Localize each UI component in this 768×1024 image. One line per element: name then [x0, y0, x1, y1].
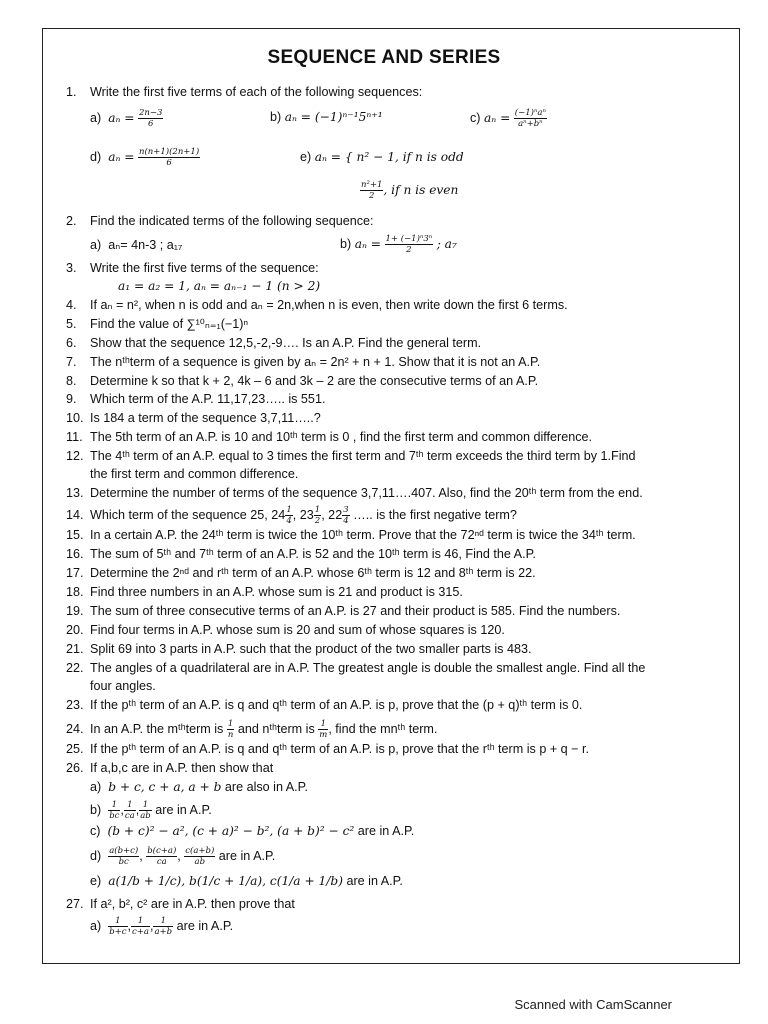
question-21: 21. Split 69 into 3 parts in A.P. such that the product of the two smaller parts is 483. — [66, 642, 532, 656]
question-1: 1. Write the first five terms of each of the following sequences: — [66, 85, 423, 99]
question-17: 17. Determine the 2ⁿᵈ and rᵗʰ term of an A.P. whose 6ᵗʰ term is 12 and 8ᵗʰ term is 22. — [66, 566, 536, 580]
fraction: $\frac{1}{a+b}$ — [154, 916, 173, 937]
question-15: 15. In a certain A.P. the 24ᵗʰ term is twice the 10ᵗʰ term. Prove that the 72ⁿᵈ term is twice the 34ᵗʰ term. — [66, 528, 636, 542]
question-2: 2. Find the indicated terms of the following sequence: — [66, 214, 374, 228]
question-20: 20. Find four terms in A.P. whose sum is 20 and sum of whose squares is 120. — [66, 623, 505, 637]
question-2a: a) aₙ= 4n-3 ; a₁₇ — [90, 238, 183, 252]
fraction: $\frac{1}{c+a}$ — [132, 916, 149, 937]
fraction: $\frac{1}{m}$ — [319, 719, 328, 740]
fraction: $\frac{\text{n²+1}}{2}$ — [361, 180, 383, 201]
fraction: $\frac{1}{ca}$ — [124, 800, 135, 821]
fraction: $\frac{1}{n}$ — [227, 719, 234, 740]
question-26c: c) (b + c)² − a², (c + a)² − b², (a + b)² − c² are in A.P. — [90, 824, 415, 838]
question-3: 3. Write the first five terms of the sequence: — [66, 261, 319, 275]
question-9: 9. Which term of the A.P. 11,17,23….. is 551. — [66, 392, 326, 406]
question-22: 22. The angles of a quadrilateral are in A.P. The greatest angle is double the smallest angle. Find all the — [66, 661, 646, 675]
question-26d: d) $\frac{a(b+c)}{bc}$ , $\frac{b(c+a)}{ca}$ , $\frac{c(a+b)}{ab}$ are in A.P. — [90, 846, 276, 867]
question-2b: b) aₙ = $\frac{\text{1+ (−1)ⁿ3ⁿ}}{2}$ ; a₇ — [340, 234, 457, 255]
question-12-cont: the first term and common difference. — [90, 467, 299, 481]
question-1e-case2: $\frac{\text{n²+1}}{2}$ , if n is even — [361, 180, 459, 201]
fraction: $\frac{1}{4}$ — [286, 505, 292, 526]
fraction: $\frac{1}{ab}$ — [140, 800, 151, 821]
question-4: 4. If aₙ = n², when n is odd and aₙ = 2n,when n is even, then write down the first 6 terms. — [66, 298, 568, 312]
question-26b: b) $\frac{1}{bc}$ , $\frac{1}{ca}$ , $\frac{1}{ab}$ are in A.P. — [90, 800, 212, 821]
question-22-cont: four angles. — [90, 679, 156, 693]
question-6: 6. Show that the sequence 12,5,-2,-9…. Is an A.P. Find the general term. — [66, 336, 482, 350]
question-11: 11. The 5th term of an A.P. is 10 and 10ᵗʰ term is 0 , find the first term and common difference. — [66, 430, 593, 444]
fraction: $\frac{1}{2}$ — [314, 505, 321, 526]
question-26a: a) b + c, c + a, a + b are also in A.P. — [90, 780, 308, 794]
question-12: 12. The 4ᵗʰ term of an A.P. equal to 3 times the first term and 7ᵗʰ term exceeds the third term by 1.Find — [66, 449, 636, 463]
question-1d: d) aₙ = $\frac{n(n+1)(2n+1)}{6}$ — [90, 147, 200, 168]
question-8: 8. Determine k so that k + 2, 4k – 6 and 3k – 2 are the consecutive terms of an A.P. — [66, 374, 539, 388]
question-27a: a) $\frac{1}{b+c}$ , $\frac{1}{c+a}$ , $\frac{1}{a+b}$ are in A.P. — [90, 916, 234, 937]
fraction: $\frac{3}{4}$ — [343, 505, 349, 526]
question-3-recurrence: a₁ = a₂ = 1, aₙ = aₙ₋₁ − 1 (n > 2) — [118, 279, 321, 293]
question-23: 23. If the pᵗʰ term of an A.P. is q and qᵗʰ term of an A.P. is p, prove that the (p + q)ᵗʰ term is 0. — [66, 698, 583, 712]
question-7: 7. The nᵗʰterm of a sequence is given by aₙ = 2n² + n + 1. Show that it is not an A.P. — [66, 355, 541, 369]
fraction: $\frac{1}{b+c}$ — [109, 916, 127, 937]
fraction: $\frac{\text{1+ (−1)ⁿ3ⁿ}}{2}$ — [385, 234, 433, 255]
question-25: 25. If the pᵗʰ term of an A.P. is q and qᵗʰ term of an A.P. is p, prove that the rᵗʰ term is p + q − r. — [66, 742, 590, 756]
question-16: 16. The sum of 5ᵗʰ and 7ᵗʰ term of an A.P. is 52 and the 10ᵗʰ term is 46, Find the A.P. — [66, 547, 536, 561]
question-26: 26. If a,b,c are in A.P. then show that — [66, 761, 274, 775]
fraction: $\frac{\text{(−1)ⁿaⁿ}}{\text{aⁿ+bⁿ}}$ — [514, 108, 546, 129]
question-14: 14. Which term of the sequence 25, 24 $\frac{1}{4}$ , 23 $\frac{1}{2}$ , 22 $\frac{3}{4}$ ….. is the first negative term? — [66, 505, 517, 526]
fraction: $\frac{n(n+1)(2n+1)}{6}$ — [139, 147, 200, 168]
scanner-watermark: Scanned with CamScanner — [514, 997, 672, 1012]
question-27: 27. If a², b², c² are in A.P. then prove that — [66, 897, 295, 911]
fraction: $\frac{c(a+b)}{ab}$ — [185, 846, 215, 867]
page-title: SEQUENCE AND SERIES — [267, 47, 501, 68]
question-26e: e) a(1/b + 1/c), b(1/c + 1/a), c(1/a + 1/b) are in A.P. — [90, 874, 403, 888]
question-24: 24. In an A.P. the mᵗʰterm is $\frac{1}{n}$ and nᵗʰterm is $\frac{1}{m}$ , find the mnᵗʰ term. — [66, 719, 438, 740]
fraction: $\frac{2n-3}{6}$ — [139, 108, 163, 129]
question-1b: b) aₙ = (−1)ⁿ⁻¹5ⁿ⁺¹ — [270, 110, 383, 124]
fraction: $\frac{1}{bc}$ — [109, 800, 120, 821]
question-10: 10. Is 184 a term of the sequence 3,7,11…..? — [66, 411, 321, 425]
question-5: 5. Find the value of ∑¹⁰ₙ₌₁(−1)ⁿ — [66, 317, 249, 331]
fraction: $\frac{a(b+c)}{bc}$ — [109, 846, 139, 867]
question-13: 13. Determine the number of terms of the sequence 3,7,11….407. Also, find the 20ᵗʰ term from the end. — [66, 486, 643, 500]
question-1e: e) aₙ = { n² − 1, if n is odd — [300, 150, 464, 164]
question-1c: c) aₙ = $\frac{\text{(−1)ⁿaⁿ}}{\text{aⁿ+bⁿ}}$ — [470, 108, 546, 129]
question-1a: a) aₙ = $\frac{2n-3}{6}$ — [90, 108, 163, 129]
question-18: 18. Find three numbers in an A.P. whose sum is 21 and product is 315. — [66, 585, 463, 599]
question-19: 19. The sum of three consecutive terms of an A.P. is 27 and their product is 585. Find the numbers. — [66, 604, 621, 618]
fraction: $\frac{b(c+a)}{ca}$ — [147, 846, 177, 867]
